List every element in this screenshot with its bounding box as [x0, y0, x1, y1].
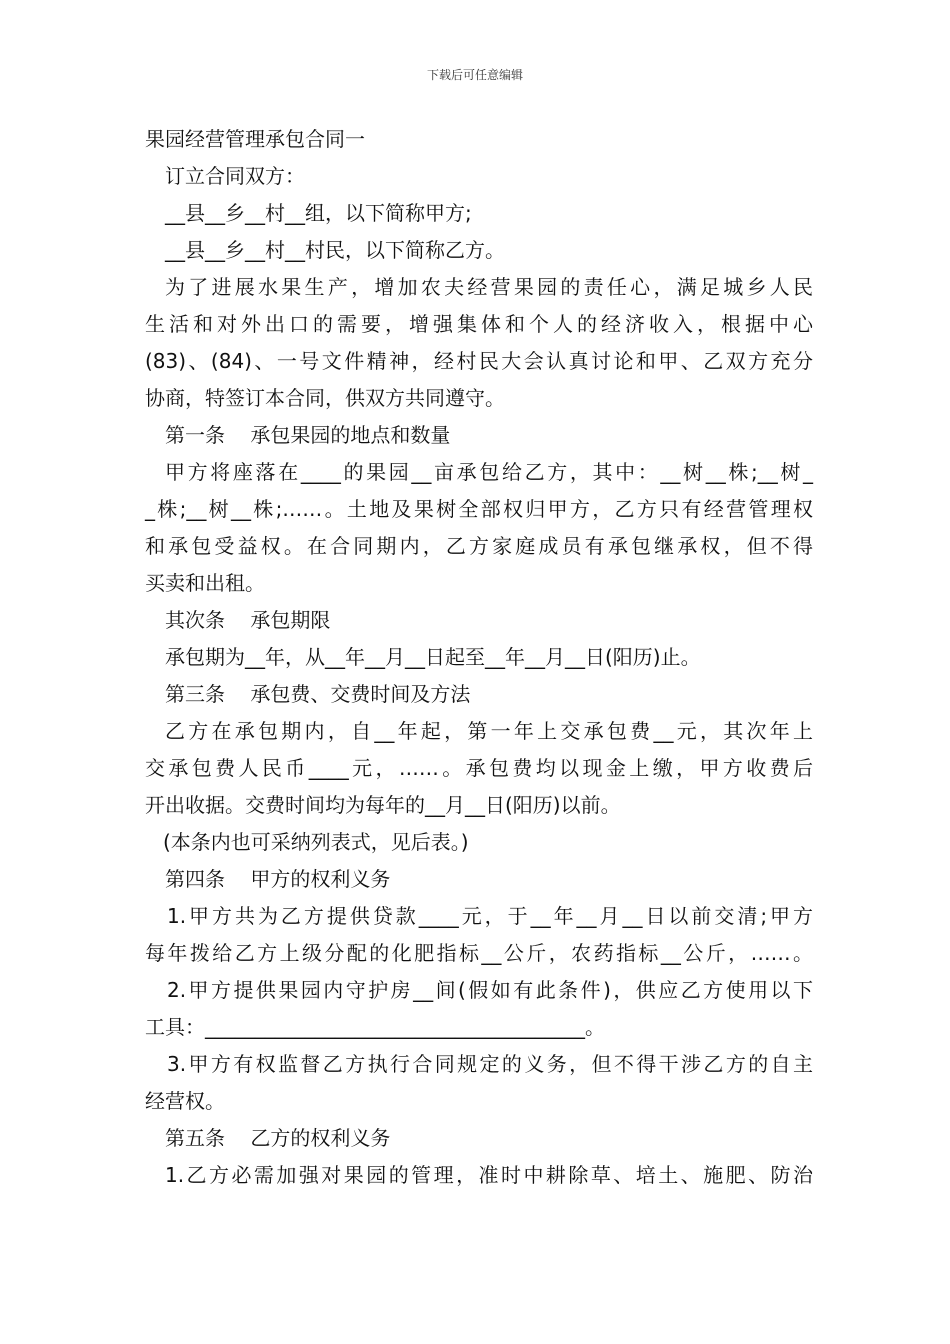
article-1-line: 买卖和出租。	[145, 571, 265, 595]
preamble-line: 协商，特签订本合同，供双方共同遵守。	[145, 386, 505, 410]
article-4-item-2: 2.甲方提供果园内守护房__间(假如有此条件)，供应乙方使用以下	[167, 978, 813, 1002]
article-3-line: 开出收据。交费时间均为每年的__月__日(阳历)以前。	[145, 793, 621, 817]
preamble-line: 生活和对外出口的需要，增强集体和个人的经济收入，根据中心	[145, 312, 813, 336]
article-3-line: 交承包费人民币____元，……。承包费均以现金上缴，甲方收费后	[145, 756, 813, 780]
article-1-line: 和承包受益权。在合同期内，乙方家庭成员有承包继承权，但不得	[145, 534, 813, 558]
article-4-item-1: 1.甲方共为乙方提供贷款____元，于__年__月__日以前交清;甲方	[167, 904, 813, 928]
article-4-item-1: 每年拨给乙方上级分配的化肥指标__公斤，农药指标__公斤，……。	[145, 941, 813, 965]
article-5-heading: 第五条 乙方的权利义务	[165, 1126, 391, 1150]
party-b-line: __县__乡__村__村民，以下简称乙方。	[165, 238, 505, 262]
preamble-line: 为了进展水果生产，增加农夫经营果园的责任心，满足城乡人民	[165, 275, 813, 299]
party-a-line: __县__乡__村__组，以下简称甲方;	[165, 201, 472, 225]
parties-heading: 订立合同双方：	[165, 164, 305, 188]
article-2-heading: 其次条 承包期限	[165, 608, 331, 632]
article-2-line: 承包期为__年，从__年__月__日起至__年__月__日(阳历)止。	[165, 645, 701, 669]
article-4-item-3: 经营权。	[145, 1089, 225, 1113]
article-5-item-1: 1.乙方必需加强对果园的管理，准时中耕除草、培土、施肥、防治	[165, 1163, 813, 1187]
preamble-line: (83)、(84)、一号文件精神，经村民大会认真讨论和甲、乙双方充分	[145, 349, 813, 373]
article-4-item-2: 工具：______________________________________。	[145, 1015, 605, 1039]
article-4-heading: 第四条 甲方的权利义务	[165, 867, 391, 891]
article-1-line: _株;__树__株;……。土地及果树全部权归甲方，乙方只有经营管理权	[145, 497, 813, 521]
document-body	[145, 121, 813, 1194]
article-3-note: (本条内也可采纳列表式，见后表。)	[163, 830, 469, 854]
article-1-line: 甲方将座落在____的果园__亩承包给乙方，其中：__树__株;__树_	[165, 460, 813, 484]
article-1-heading: 第一条 承包果园的地点和数量	[165, 423, 451, 447]
page-header: 下载后可任意编辑	[426, 68, 523, 82]
document-title: 果园经营管理承包合同一	[145, 127, 365, 151]
article-3-heading: 第三条 承包费、交费时间及方法	[165, 682, 471, 706]
article-3-line: 乙方在承包期内，自__年起，第一年上交承包费__元，其次年上	[165, 719, 813, 743]
article-4-item-3: 3.甲方有权监督乙方执行合同规定的义务，但不得干涉乙方的自主	[167, 1052, 813, 1076]
